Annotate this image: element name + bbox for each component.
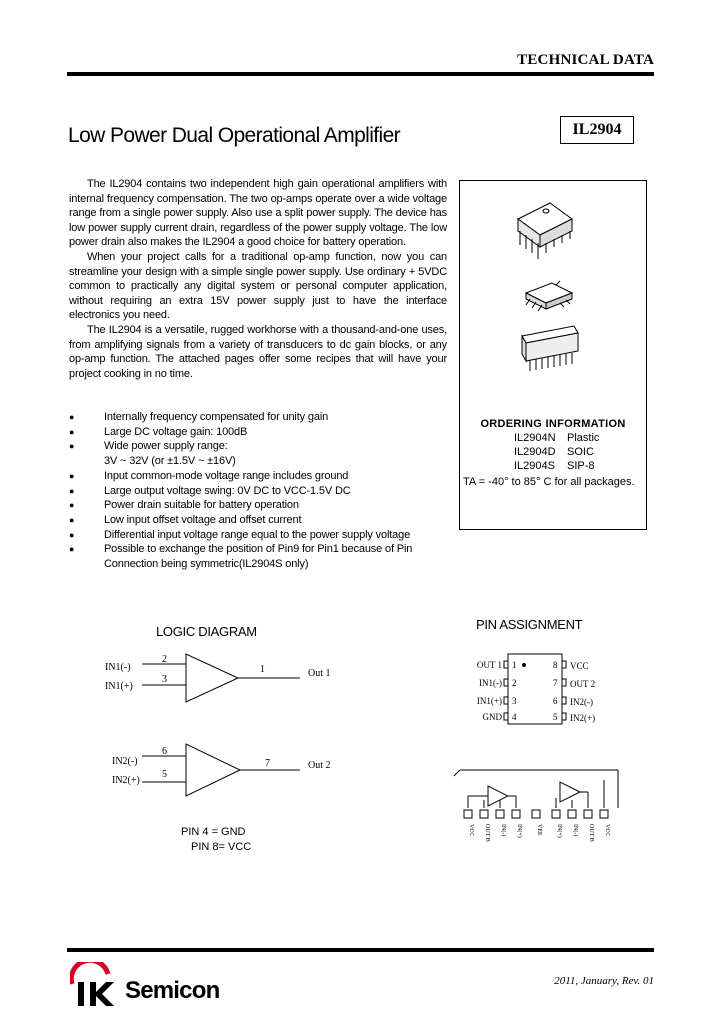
pin-name-left: IN1(+) (476, 696, 502, 706)
temperature-note: TA = -40° to 85° C for all packages. (463, 476, 635, 488)
feature-item: ● Input common-mode voltage range includes ground (69, 469, 349, 482)
amp2-pin-neg: 6 (162, 746, 167, 757)
order-part: IL2904D (514, 446, 556, 458)
feature-item: ● Internally frequency compensated for unity gain (69, 411, 329, 423)
sip-pin-label: IN(+) (516, 824, 522, 838)
sip-pin-label: VCC (604, 824, 610, 837)
pin-name-left: OUT 1 (476, 660, 502, 670)
amp2-pin-out: 7 (265, 758, 270, 769)
order-part: IL2904N (514, 432, 556, 444)
top-rule (67, 72, 654, 76)
pin-name-left: GND (482, 712, 502, 722)
feature-item: ● Large output voltage swing: 0V DC to VCC-1.5V DC (69, 484, 351, 497)
pin-name-right: OUT 2 (570, 679, 596, 689)
feature-item: ● Differential input voltage range equal to the power supply voltage (69, 528, 411, 541)
dip-package-icon (518, 203, 572, 259)
pin-num-right: 5 (553, 712, 558, 722)
description-paragraph: When your project calls for a traditional op-amp function, now you can streamline your design with a simple single power supply. Use ordinary + 5VDC common to practically any digital system or personal computer application, without requiring an extra 15V power supply just to have the interface electronics you need. (69, 250, 447, 322)
part-number-box: IL2904 (560, 116, 634, 144)
logic-diagram-title: LOGIC DIAGRAM (156, 624, 257, 639)
pin-num-left: 3 (512, 696, 517, 706)
amp1-pin-pos: 3 (162, 674, 167, 685)
amp1-in-neg-label: IN1(-) (105, 662, 131, 673)
sip-pin-label: IN(-) (500, 824, 506, 837)
pin-assignment-title: PIN ASSIGNMENT (476, 617, 583, 632)
order-package: Plastic (567, 432, 600, 444)
ordering-info-box (459, 180, 647, 530)
pin-num-right: 6 (553, 696, 558, 706)
description-paragraph: The IL2904 contains two independent high gain operational amplifiers with internal frequency compensation. The two op-amps operate over a wide voltage range from a single power supply. Also use a split power supply. The device has low power supply current drain, regardless of the power supply voltage. The low power drain also makes the IL2904 a good choice for battery operation. (69, 178, 447, 249)
amp2-pin-pos: 5 (162, 769, 167, 780)
sip-pin-label: VEE (536, 824, 542, 836)
description-paragraph: The IL2904 is a versatile, rugged workhorse with a thousand-and-one uses, from amplifying signals from a variety of transducers to dc gain blocks, or any op-amp function. The attached pages offer some recipes that will have your project cooking in no time. (69, 323, 447, 380)
logo-wordmark: Semicon (125, 977, 220, 1004)
sip-pin-label: OUT B (588, 824, 594, 842)
header-title: TECHNICAL DATA (517, 52, 654, 68)
feature-item: ● Possible to exchange the position of Pin9 for Pin1 because of Pin Connection being symmetric(IL2904S only) (69, 543, 413, 571)
pin4-note: PIN 4 = GND (181, 826, 246, 838)
feature-item: ● Large DC voltage gain: 100dB (69, 425, 248, 438)
feature-item: ● Power drain suitable for battery operation (69, 499, 299, 512)
feature-item: ● Low input offset voltage and offset current (69, 513, 302, 526)
amp2-out-label: Out 2 (308, 760, 331, 771)
pin-num-left: 4 (512, 712, 517, 722)
sip-package-icon (522, 326, 578, 371)
pin-name-right: VCC (570, 661, 589, 671)
pin-name-left: IN1(-) (479, 678, 502, 688)
feature-item: ● Wide power supply range: 3V ~ 32V (or ±1.5V ~ ±16V) (69, 440, 236, 468)
page-title: Low Power Dual Operational Amplifier (68, 124, 401, 147)
bottom-rule (67, 948, 654, 952)
sip-pin-label: OUT B (484, 824, 490, 842)
order-package: SIP-8 (567, 460, 595, 472)
pin-num-left: 1 (512, 660, 517, 670)
pin-num-right: 8 (553, 660, 558, 670)
order-part: IL2904S (514, 460, 555, 472)
ordering-title: ORDERING INFORMATION (480, 418, 626, 430)
pin-name-right: IN2(+) (570, 713, 596, 723)
sip-pin-label: VCC (468, 824, 474, 837)
soic-package-icon (526, 281, 572, 311)
amp2-in-neg-label: IN2(-) (112, 756, 138, 767)
dip-pinout (460, 650, 660, 730)
feature-subline: 3V ~ 32V (or ±1.5V ~ ±16V) (104, 455, 236, 468)
pin-name-right: IN2(-) (570, 697, 593, 707)
amp1-pin-out: 1 (260, 664, 265, 675)
pin-num-right: 7 (553, 678, 558, 688)
amp1-out-label: Out 1 (308, 668, 331, 679)
amp2-in-pos-label: IN2(+) (112, 775, 140, 786)
revision-date: 2011, January, Rev. 01 (554, 975, 654, 987)
logic-diagram (90, 640, 350, 800)
sip-pin-label: IN(+) (556, 824, 562, 838)
pin8-note: PIN 8= VCC (191, 841, 252, 853)
amp1-in-pos-label: IN1(+) (105, 681, 133, 692)
package-illustrations (460, 181, 648, 411)
description (69, 177, 447, 381)
feature-list (69, 410, 449, 572)
sip-pin-label: IN(-) (572, 824, 578, 837)
amp1-pin-neg: 2 (162, 654, 167, 665)
order-package: SOIC (567, 446, 594, 458)
sip-pinout (450, 760, 630, 850)
pin-num-left: 2 (512, 678, 517, 688)
